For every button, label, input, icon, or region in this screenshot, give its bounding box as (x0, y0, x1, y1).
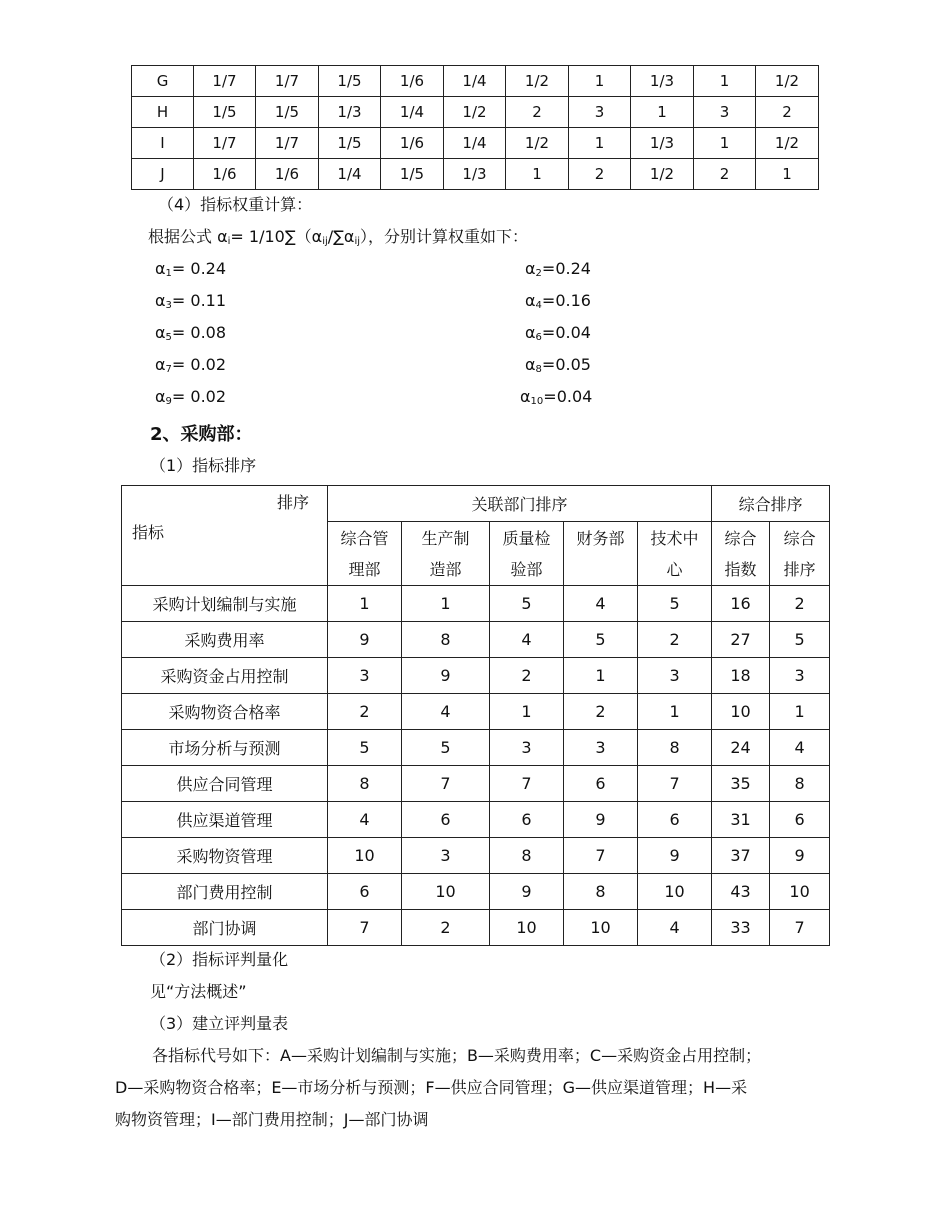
rank-cell: 2 (638, 622, 712, 658)
rank-cell: 8 (564, 874, 638, 910)
rank-cell: 7 (490, 766, 564, 802)
rank-cell: 6 (402, 802, 490, 838)
formula-mid2: /∑α (327, 227, 355, 246)
matrix-cell: 1/3 (631, 66, 694, 97)
rank-cell: 18 (712, 658, 770, 694)
corner-header (122, 486, 328, 586)
table-row (122, 802, 830, 838)
rank-cell: 10 (770, 874, 830, 910)
column-header (328, 522, 402, 586)
codes-line-3: 购物资管理；I—部门费用控制；J—部门协调 (115, 1110, 429, 1129)
matrix-cell: 1/7 (256, 66, 319, 97)
matrix-cell: 2 (694, 159, 756, 190)
section-2-heading: 2、采购部： (150, 424, 253, 445)
indicator-name: 采购费用率 (122, 622, 328, 658)
rank-cell: 4 (490, 622, 564, 658)
sub-1-title: （1）指标排序 (150, 456, 257, 475)
codes-line-1: 各指标代号如下：A—采购计划编制与实施；B—采购费用率；C—采购资金占用控制； (152, 1046, 762, 1065)
formula-prefix: 根据公式 α (148, 227, 228, 246)
matrix-row-label: I (132, 128, 194, 159)
matrix-cell: 1/5 (256, 97, 319, 128)
rank-cell: 4 (328, 802, 402, 838)
rank-cell: 4 (770, 730, 830, 766)
sub-3-title: （3）建立评判量表 (150, 1014, 289, 1033)
rank-cell: 10 (490, 910, 564, 946)
rank-cell: 5 (402, 730, 490, 766)
formula-mid: = 1/10∑（α (230, 227, 323, 246)
group-header-overall: 综合排序 (712, 486, 830, 522)
rank-cell: 2 (564, 694, 638, 730)
rank-cell: 9 (638, 838, 712, 874)
matrix-cell: 1/4 (381, 97, 444, 128)
rank-cell: 10 (638, 874, 712, 910)
matrix-cell: 1/7 (194, 128, 256, 159)
sub-2-title: （2）指标评判量化 (150, 950, 289, 969)
matrix-cell: 1/4 (319, 159, 381, 190)
matrix-cell: 1 (569, 66, 631, 97)
rank-cell: 2 (770, 586, 830, 622)
rank-cell: 7 (328, 910, 402, 946)
matrix-cell: 1/5 (381, 159, 444, 190)
group-header-related: 关联部门排序 (328, 486, 712, 522)
weight-formula (148, 227, 528, 252)
matrix-cell: 1/2 (444, 97, 506, 128)
weight-9: $\alpha_9= 0.02$ (155, 387, 227, 407)
rank-cell: 24 (712, 730, 770, 766)
matrix-row (132, 97, 819, 128)
matrix-row (132, 159, 819, 190)
matrix-cell: 1 (631, 97, 694, 128)
matrix-cell: 1/2 (756, 66, 819, 97)
matrix-cell: 1/6 (381, 66, 444, 97)
matrix-cell: 1/2 (506, 66, 569, 97)
corner-bottom-label: 指标 (132, 523, 165, 542)
rank-cell: 10 (712, 694, 770, 730)
rank-cell: 5 (770, 622, 830, 658)
column-header-line: 排序 (783, 559, 816, 579)
column-header (770, 522, 830, 586)
column-header (638, 522, 712, 586)
rank-cell: 2 (402, 910, 490, 946)
rank-cell: 9 (490, 874, 564, 910)
table-row (122, 910, 830, 946)
weight-3: $\alpha_3= 0.11$ (155, 291, 227, 311)
weight-6: $\alpha_6=0.04$ (525, 323, 591, 343)
matrix-cell: 1/5 (319, 66, 381, 97)
indicator-name: 部门协调 (122, 910, 328, 946)
rank-cell: 8 (402, 622, 490, 658)
rank-cell: 43 (712, 874, 770, 910)
matrix-cell: 1/7 (194, 66, 256, 97)
rank-cell: 5 (564, 622, 638, 658)
matrix-cell: 1/5 (194, 97, 256, 128)
rank-cell: 6 (328, 874, 402, 910)
rank-cell: 1 (770, 694, 830, 730)
formula-sub-ij: ij (322, 236, 328, 247)
rank-cell: 1 (402, 586, 490, 622)
rank-cell: 1 (328, 586, 402, 622)
table-row (122, 838, 830, 874)
formula-sub-ij2: ij (354, 236, 361, 247)
table-row (122, 586, 830, 622)
column-header-line: 综合 (783, 528, 816, 548)
rank-cell: 7 (564, 838, 638, 874)
column-header-line: 财务部 (576, 528, 625, 548)
comparison-matrix-table (131, 65, 819, 190)
rank-cell: 7 (770, 910, 830, 946)
matrix-cell: 1 (756, 159, 819, 190)
matrix-cell: 1/3 (444, 159, 506, 190)
matrix-cell: 1 (694, 128, 756, 159)
rank-cell: 3 (490, 730, 564, 766)
formula-suffix: ），分别计算权重如下： (360, 227, 529, 246)
matrix-row (132, 128, 819, 159)
indicator-ranking-table (121, 485, 830, 946)
rank-cell: 31 (712, 802, 770, 838)
rank-cell: 10 (402, 874, 490, 910)
rank-cell: 1 (564, 658, 638, 694)
rank-cell: 5 (638, 586, 712, 622)
indicator-name: 采购物资管理 (122, 838, 328, 874)
matrix-cell: 1/7 (256, 128, 319, 159)
matrix-cell: 1/3 (319, 97, 381, 128)
rank-cell: 5 (490, 586, 564, 622)
table-row (122, 874, 830, 910)
rank-cell: 1 (638, 694, 712, 730)
matrix-cell: 1 (569, 128, 631, 159)
rank-cell: 8 (328, 766, 402, 802)
column-header (402, 522, 490, 586)
rank-cell: 7 (402, 766, 490, 802)
rank-cell: 6 (564, 766, 638, 802)
column-header-line: 验部 (510, 559, 543, 579)
rank-cell: 9 (770, 838, 830, 874)
column-header-line: 技术中 (650, 528, 699, 548)
column-header-line: 心 (666, 559, 683, 579)
matrix-cell: 1/4 (444, 128, 506, 159)
matrix-cell: 2 (569, 159, 631, 190)
weight-8: $\alpha_8=0.05$ (525, 355, 591, 375)
table-row (122, 622, 830, 658)
formula-sub-i: i (227, 236, 231, 247)
rank-cell: 10 (564, 910, 638, 946)
rank-cell: 3 (328, 658, 402, 694)
indicator-name: 供应合同管理 (122, 766, 328, 802)
rank-cell: 10 (328, 838, 402, 874)
corner-top-label: 排序 (276, 493, 309, 512)
rank-cell: 3 (770, 658, 830, 694)
rank-cell: 4 (638, 910, 712, 946)
matrix-cell: 3 (569, 97, 631, 128)
weight-1: $\alpha_1= 0.24$ (155, 259, 227, 279)
rank-cell: 9 (402, 658, 490, 694)
column-header-line: 生产制 (421, 528, 470, 548)
column-header (712, 522, 770, 586)
matrix-row-label: G (132, 66, 194, 97)
column-header (490, 522, 564, 586)
indicator-name: 市场分析与预测 (122, 730, 328, 766)
rank-cell: 1 (490, 694, 564, 730)
column-header-line: 综合 (724, 528, 757, 548)
rank-cell: 9 (564, 802, 638, 838)
section-4-title: （4）指标权重计算： (158, 195, 313, 214)
weight-2: $\alpha_2=0.24$ (525, 259, 591, 279)
weight-5: $\alpha_5= 0.08$ (155, 323, 227, 343)
matrix-row (132, 66, 819, 97)
column-header-line: 质量检 (502, 528, 551, 548)
sub-2-text: 见“方法概述” (150, 982, 247, 1001)
column-header-line: 理部 (348, 559, 381, 579)
matrix-cell: 2 (506, 97, 569, 128)
rank-cell: 5 (328, 730, 402, 766)
rank-cell: 8 (770, 766, 830, 802)
weight-7: $\alpha_7= 0.02$ (155, 355, 227, 375)
rank-cell: 9 (328, 622, 402, 658)
rank-cell: 6 (770, 802, 830, 838)
indicator-name: 采购资金占用控制 (122, 658, 328, 694)
matrix-cell: 1/6 (381, 128, 444, 159)
table-row (122, 730, 830, 766)
matrix-cell: 1/3 (631, 128, 694, 159)
weight-4: $\alpha_4=0.16$ (525, 291, 591, 311)
rank-cell: 16 (712, 586, 770, 622)
rank-cell: 8 (490, 838, 564, 874)
column-header-line (564, 554, 637, 585)
rank-cell: 37 (712, 838, 770, 874)
table-row (122, 658, 830, 694)
matrix-cell: 1 (506, 159, 569, 190)
rank-cell: 6 (490, 802, 564, 838)
codes-line-2: D—采购物资合格率；E—市场分析与预测；F—供应合同管理；G—供应渠道管理；H—采 (115, 1078, 748, 1097)
rank-cell: 3 (638, 658, 712, 694)
rank-cell: 7 (638, 766, 712, 802)
matrix-cell: 1/6 (194, 159, 256, 190)
rank-cell: 4 (402, 694, 490, 730)
matrix-row-label: J (132, 159, 194, 190)
matrix-row-label: H (132, 97, 194, 128)
column-header-line: 综合管 (340, 528, 389, 548)
rank-cell: 4 (564, 586, 638, 622)
matrix-cell: 3 (694, 97, 756, 128)
rank-cell: 27 (712, 622, 770, 658)
matrix-cell: 1/5 (319, 128, 381, 159)
column-header-line: 指数 (724, 559, 757, 579)
matrix-cell: 1/6 (256, 159, 319, 190)
matrix-cell: 1/2 (756, 128, 819, 159)
rank-cell: 6 (638, 802, 712, 838)
rank-cell: 33 (712, 910, 770, 946)
column-header-line: 造部 (429, 559, 462, 579)
rank-cell: 8 (638, 730, 712, 766)
weight-10: $\alpha_{10}=0.04$ (520, 387, 593, 407)
matrix-cell: 1 (694, 66, 756, 97)
indicator-name: 部门费用控制 (122, 874, 328, 910)
rank-cell: 2 (328, 694, 402, 730)
matrix-cell: 2 (756, 97, 819, 128)
rank-cell: 35 (712, 766, 770, 802)
indicator-name: 采购物资合格率 (122, 694, 328, 730)
rank-cell: 3 (564, 730, 638, 766)
indicator-name: 采购计划编制与实施 (122, 586, 328, 622)
matrix-cell: 1/2 (506, 128, 569, 159)
rank-cell: 2 (490, 658, 564, 694)
matrix-cell: 1/4 (444, 66, 506, 97)
table-row (122, 694, 830, 730)
indicator-name: 供应渠道管理 (122, 802, 328, 838)
matrix-cell: 1/2 (631, 159, 694, 190)
rank-cell: 3 (402, 838, 490, 874)
table-row (122, 766, 830, 802)
column-header (564, 522, 638, 586)
